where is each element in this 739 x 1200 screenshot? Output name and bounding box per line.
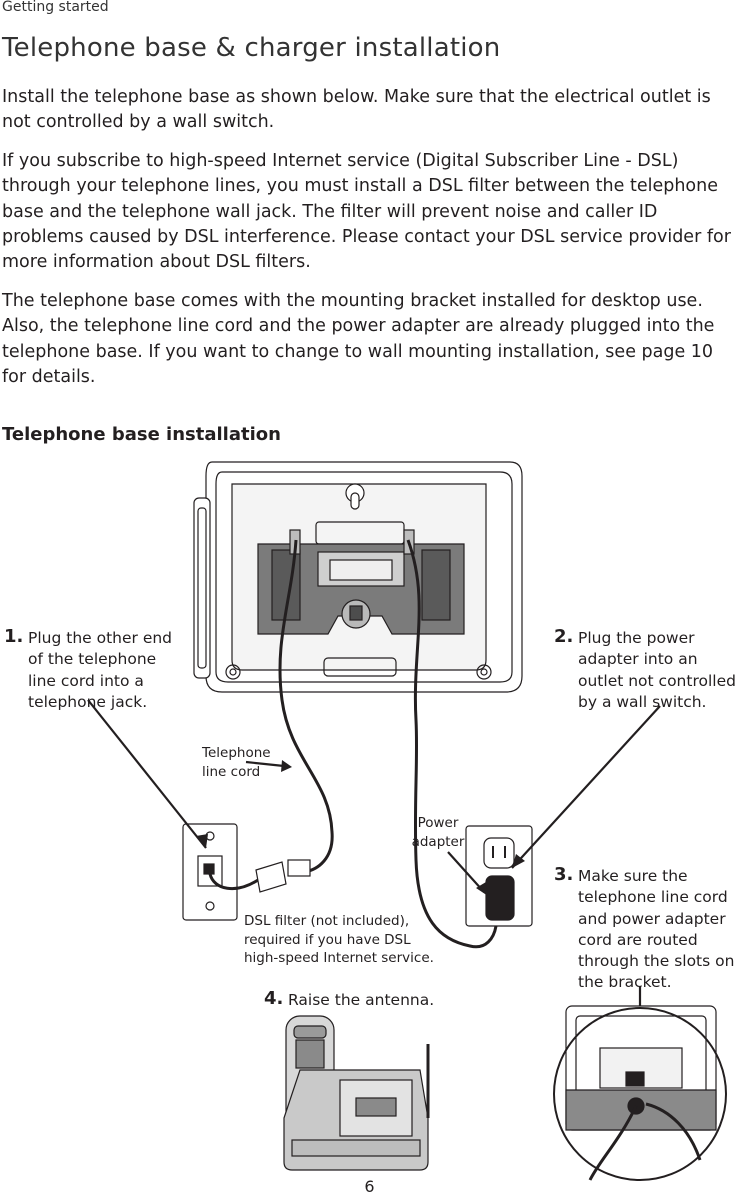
electrical-outlet <box>466 826 532 926</box>
dsl-paragraph: If you subscribe to high-speed Internet service (Digital Subscriber Line - DSL) through your telephone lines, you must install a DSL filter between the telephone base and the telephone wall jack. The filter will prevent noise and caller ID problems caused by DSL interference. Please contact your DSL service provider for more information about DSL filters. <box>2 151 731 273</box>
step-3 <box>554 864 739 992</box>
telephone-line-cord-label: Telephone line cord <box>202 745 271 780</box>
bracket-close-up <box>554 1006 726 1180</box>
step-text: Raise the antenna. <box>288 991 435 1009</box>
step-text: Plug the power adapter into an outlet not controlled by a wall switch. <box>578 629 736 711</box>
dsl-filter <box>256 860 310 892</box>
step-number: 1. <box>4 626 24 647</box>
section-header: Getting started <box>2 0 109 15</box>
section-heading: Telephone base installation <box>2 424 281 445</box>
intro-paragraph: Install the telephone base as shown below. Make sure that the electrical outlet is not controlled by a wall switch. <box>2 87 711 133</box>
dsl-filter-label: DSL filter (not included), required if you have DSL high-speed Internet service. <box>244 913 434 966</box>
step-number: 3. <box>554 864 574 885</box>
power-adapter-label: Power adapter <box>411 815 465 850</box>
step-1 <box>4 628 184 718</box>
mounting-paragraph: The telephone base comes with the mounting bracket installed for desktop use. Also, the telephone line cord and the power adapter are already plugged into the telephone base. If you want to change to wall mounting installation, see page 10 for details. <box>2 291 715 387</box>
step-text: Make sure the telephone line cord and power adapter cord are routed through the slots on the bracket. <box>578 867 735 992</box>
step-2 <box>554 628 739 718</box>
wall-phone-jack <box>183 824 237 920</box>
step-number: 4. <box>264 988 284 1009</box>
page-number: 6 <box>364 1177 375 1196</box>
telephone-base-back-view <box>194 462 522 692</box>
page-title: Telephone base & charger installation <box>2 33 501 63</box>
step-text: Plug the other end of the telephone line cord into a telephone jack. <box>28 629 173 711</box>
step-number: 2. <box>554 626 574 647</box>
step-4 <box>264 990 464 1014</box>
